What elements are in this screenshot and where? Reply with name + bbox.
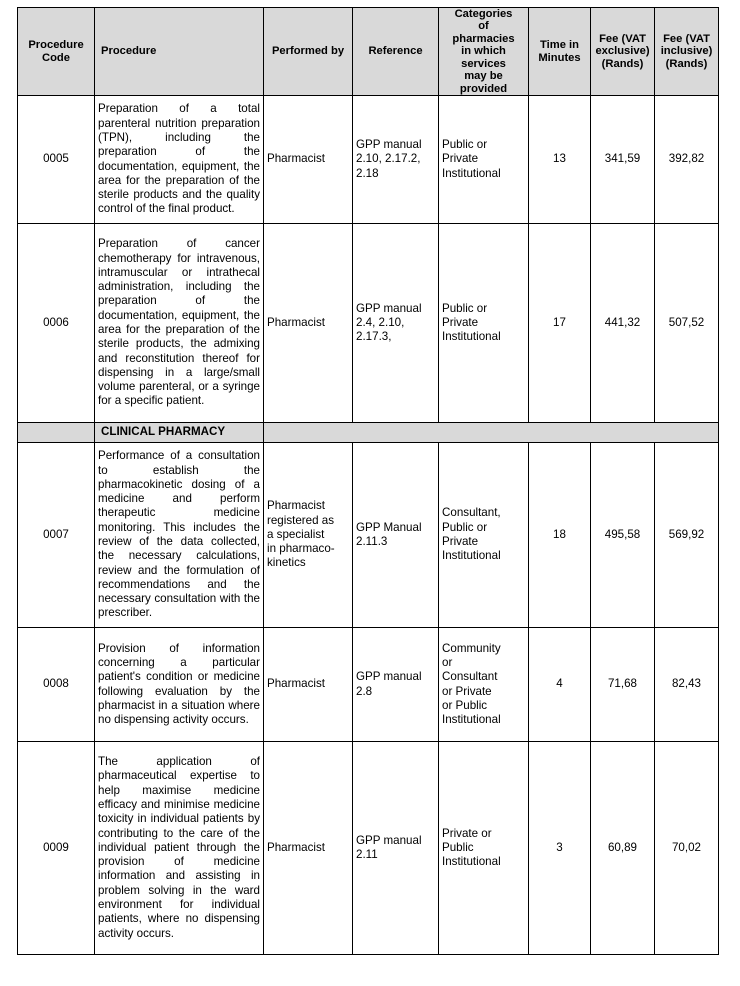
- reference: GPP manual 2.4, 2.10, 2.17.3,: [353, 224, 439, 423]
- header-time: Time in Minutes: [529, 8, 591, 96]
- procedure-description: Preparation of cancer chemotherapy for intravenous, intramuscular or intrathecal administration, including the preparation of the documentation, equipment, the area for the preparation of the sterile products, the admixing and reconstitution thereof for dispensing in a large/small volume parenteral, or a syringe for a specific patient.: [95, 224, 264, 423]
- procedure-code: 0008: [18, 628, 95, 742]
- fee-vat-exclusive: 495,58: [591, 443, 655, 628]
- reference: GPP Manual 2.11.3: [353, 443, 439, 628]
- reference: GPP manual 2.8: [353, 628, 439, 742]
- performed-by: Pharmacist registered as a specialist in pharmaco- kinetics: [264, 443, 353, 628]
- performed-by: Pharmacist: [264, 742, 353, 955]
- procedure-description: Performance of a consultation to establish the pharmacokinetic dosing of a medicine and perform therapeutic medicine monitoring. This includes the review of the data collected, the necessary calculations, review and the formulation of recommendations and the necessary consultation with the prescriber.: [95, 443, 264, 628]
- section-blank-cell: [18, 423, 95, 443]
- table-header-row: [18, 8, 719, 96]
- fee-vat-exclusive: 441,32: [591, 224, 655, 423]
- procedure-code: 0007: [18, 443, 95, 628]
- fee-vat-inclusive: 392,82: [655, 96, 719, 224]
- performed-by: Pharmacist: [264, 628, 353, 742]
- fee-vat-inclusive: 507,52: [655, 224, 719, 423]
- header-performed-by: Performed by: [264, 8, 353, 96]
- pharmacy-categories: Public or Private Institutional: [439, 224, 529, 423]
- procedure-description: Provision of information concerning a particular patient's condition or medicine following evaluation by the pharmacist in a situation where no dispensing activity occurs.: [95, 628, 264, 742]
- reference: GPP manual 2.10, 2.17.2, 2.18: [353, 96, 439, 224]
- pharmacy-categories: Private or Public Institutional: [439, 742, 529, 955]
- table-row: [18, 742, 719, 955]
- time-minutes: 13: [529, 96, 591, 224]
- procedure-code: 0005: [18, 96, 95, 224]
- header-procedure: Procedure: [95, 8, 264, 96]
- time-minutes: 17: [529, 224, 591, 423]
- table-row: [18, 224, 719, 423]
- header-fee-excl: Fee (VAT exclusive) (Rands): [591, 8, 655, 96]
- header-categories: Categories of pharmacies in which services may be provided: [439, 8, 529, 96]
- procedure-description: Preparation of a total parenteral nutrition preparation (TPN), including the preparation of the documentation, equipment, the area for the preparation of the sterile products and the quality control of the final product.: [95, 96, 264, 224]
- pharmacy-categories: Community or Consultant or Private or Public Institutional: [439, 628, 529, 742]
- fee-vat-exclusive: 341,59: [591, 96, 655, 224]
- section-title: CLINICAL PHARMACY: [95, 423, 264, 443]
- table-row: [18, 628, 719, 742]
- header-fee-incl: Fee (VAT inclusive) (Rands): [655, 8, 719, 96]
- fee-vat-inclusive: 70,02: [655, 742, 719, 955]
- procedure-fee-table: [17, 7, 719, 955]
- table-row: [18, 96, 719, 224]
- section-blank-cell: [264, 423, 719, 443]
- fee-vat-inclusive: 569,92: [655, 443, 719, 628]
- time-minutes: 3: [529, 742, 591, 955]
- reference: GPP manual 2.11: [353, 742, 439, 955]
- pharmacy-categories: Consultant, Public or Private Institutional: [439, 443, 529, 628]
- fee-vat-inclusive: 82,43: [655, 628, 719, 742]
- header-reference: Reference: [353, 8, 439, 96]
- table-row: [18, 443, 719, 628]
- header-procedure-code: Procedure Code: [18, 8, 95, 96]
- performed-by: Pharmacist: [264, 96, 353, 224]
- pharmacy-categories: Public or Private Institutional: [439, 96, 529, 224]
- fee-vat-exclusive: 71,68: [591, 628, 655, 742]
- procedure-code: 0009: [18, 742, 95, 955]
- fee-vat-exclusive: 60,89: [591, 742, 655, 955]
- section-header-row: [18, 423, 719, 443]
- procedure-code: 0006: [18, 224, 95, 423]
- time-minutes: 18: [529, 443, 591, 628]
- procedure-description: The application of pharmaceutical expertise to help maximise medicine efficacy and minimise medicine toxicity in individual patients by contributing to the care of the individual patient through the provision of medicine information and assisting in problem solving in the ward environment for individual patients, where no dispensing activity occurs.: [95, 742, 264, 955]
- performed-by: Pharmacist: [264, 224, 353, 423]
- time-minutes: 4: [529, 628, 591, 742]
